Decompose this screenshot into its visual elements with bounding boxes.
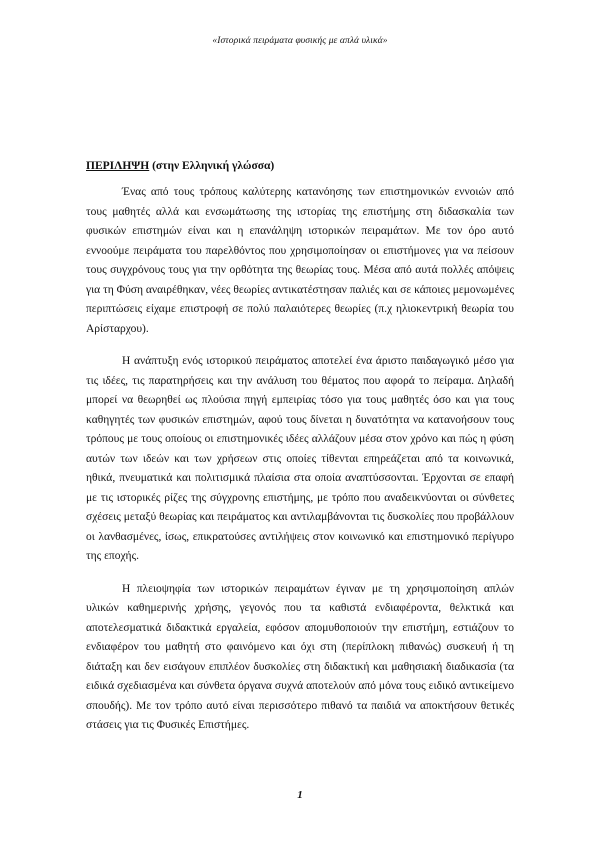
section-heading-note: (στην Ελληνική γλώσσα) xyxy=(152,160,275,172)
section-heading-title: ΠΕΡΙΛΗΨΗ xyxy=(86,160,150,172)
running-header: «Ιστορικά πειράματα φυσικής με απλά υλικά» xyxy=(212,36,388,46)
page-number: 1 xyxy=(297,789,303,801)
paragraph-2: Η ανάπτυξη ενός ιστορικού πειράματος αποτελεί ένα άριστο παιδαγωγικό μέσο για τις ιδέες, τις παρατηρήσεις και την ανάλυση του θέματος που αφορά το πείραμα. Δηλαδή μπορεί να θεωρηθεί ως πλούσια πηγή εμπειρίας τόσο για τους μαθητές όσο και για τους καθηγητές των φυσικών επιστημών, αφού τους δίνεται η δυνατότητα να κατανοήσουν τους τρόπους με τους οποίους οι επιστημονικές ιδέες αλλάζουν μέσα στον χρόνο και πώς η φύση αυτών των ιδεών και των χρήσεων στις οποίες τίθενται επηρεάζεται από τα κοινωνικά, ηθικά, πνευματικά και πολιτισμικά πλαίσια στα οποία αναπτύσσονται. Έρχονται σε επαφή με τις ιστορικές ρίζες της σύγχρονης επιστήμης, με τρόπο που αναδεικνύονται οι σύνθετες σχέσεις μεταξύ θεωρίας και πειράματος και αντιλαμβάνονται τις δυσκολίες που προβάλλουν οι λανθασμένες, ίσως, επικρατούσες αντιλήψεις στον κοινωνικό και επιστημονικό περίγυρο της εποχής. xyxy=(86,355,514,562)
paragraph-3: Η πλειοψηφία των ιστορικών πειραμάτων έγιναν με τη χρησιμοποίηση απλών υλικών καθημερινής χρήσης, γεγονός που τα καθιστά ενδιαφέροντα, θελκτικά και αποτελεσματικά διδακτικά εργαλεία, εφόσον απομυθοποιούν την επιστήμη, εστιάζουν το ενδιαφέρον του μαθητή στο φαινόμενο και όχι στη (περίπλοκη πιθανώς) συσκευή ή τη διάταξη και δεν εισάγουν επιπλέον δυσκολίες στη διδακτική και μαθησιακή διαδικασία (τα ειδικά σχεδιασμένα και σύνθετα όργανα συχνά αποτελούν από μόνα τους ειδικό αντικείμενο σπουδής). Με τον τρόπο αυτό είναι περισσότερο πιθανό τα παιδιά να αποκτήσουν θετικές στάσεις για τις Φυσικές Επιστήμες. xyxy=(86,582,514,731)
abstract-body xyxy=(86,183,514,749)
paragraph-1: Ένας από τους τρόπους καλύτερης κατανόησης των επιστημονικών εννοιών από τους μαθητές αλλά και ενσωμάτωσης της ιστορίας της επιστήμης στη διδασκαλία των φυσικών επιστημών είναι και η επανάληψη ιστορικών πειραμάτων. Με τον όρο αυτό εννοούμε πειράματα του παρελθόντος που χρησιμοποίησαν οι επιστήμονες για να πείσουν τους συγχρόνους τους για την ορθότητα της θεωρίας τους. Μέσα από αυτά πολλές απόψεις για τη Φύση αναιρέθηκαν, νέες θεωρίες αντικατέστησαν παλιές και σε κάποιες μεμονωμένες περιπτώσεις είχαμε επιστροφή σε πολύ παλαιότερες θεωρίες (π.χ ηλιοκεντρική θεωρία του Αρίσταρχου). xyxy=(86,186,514,335)
section-heading xyxy=(86,160,274,172)
